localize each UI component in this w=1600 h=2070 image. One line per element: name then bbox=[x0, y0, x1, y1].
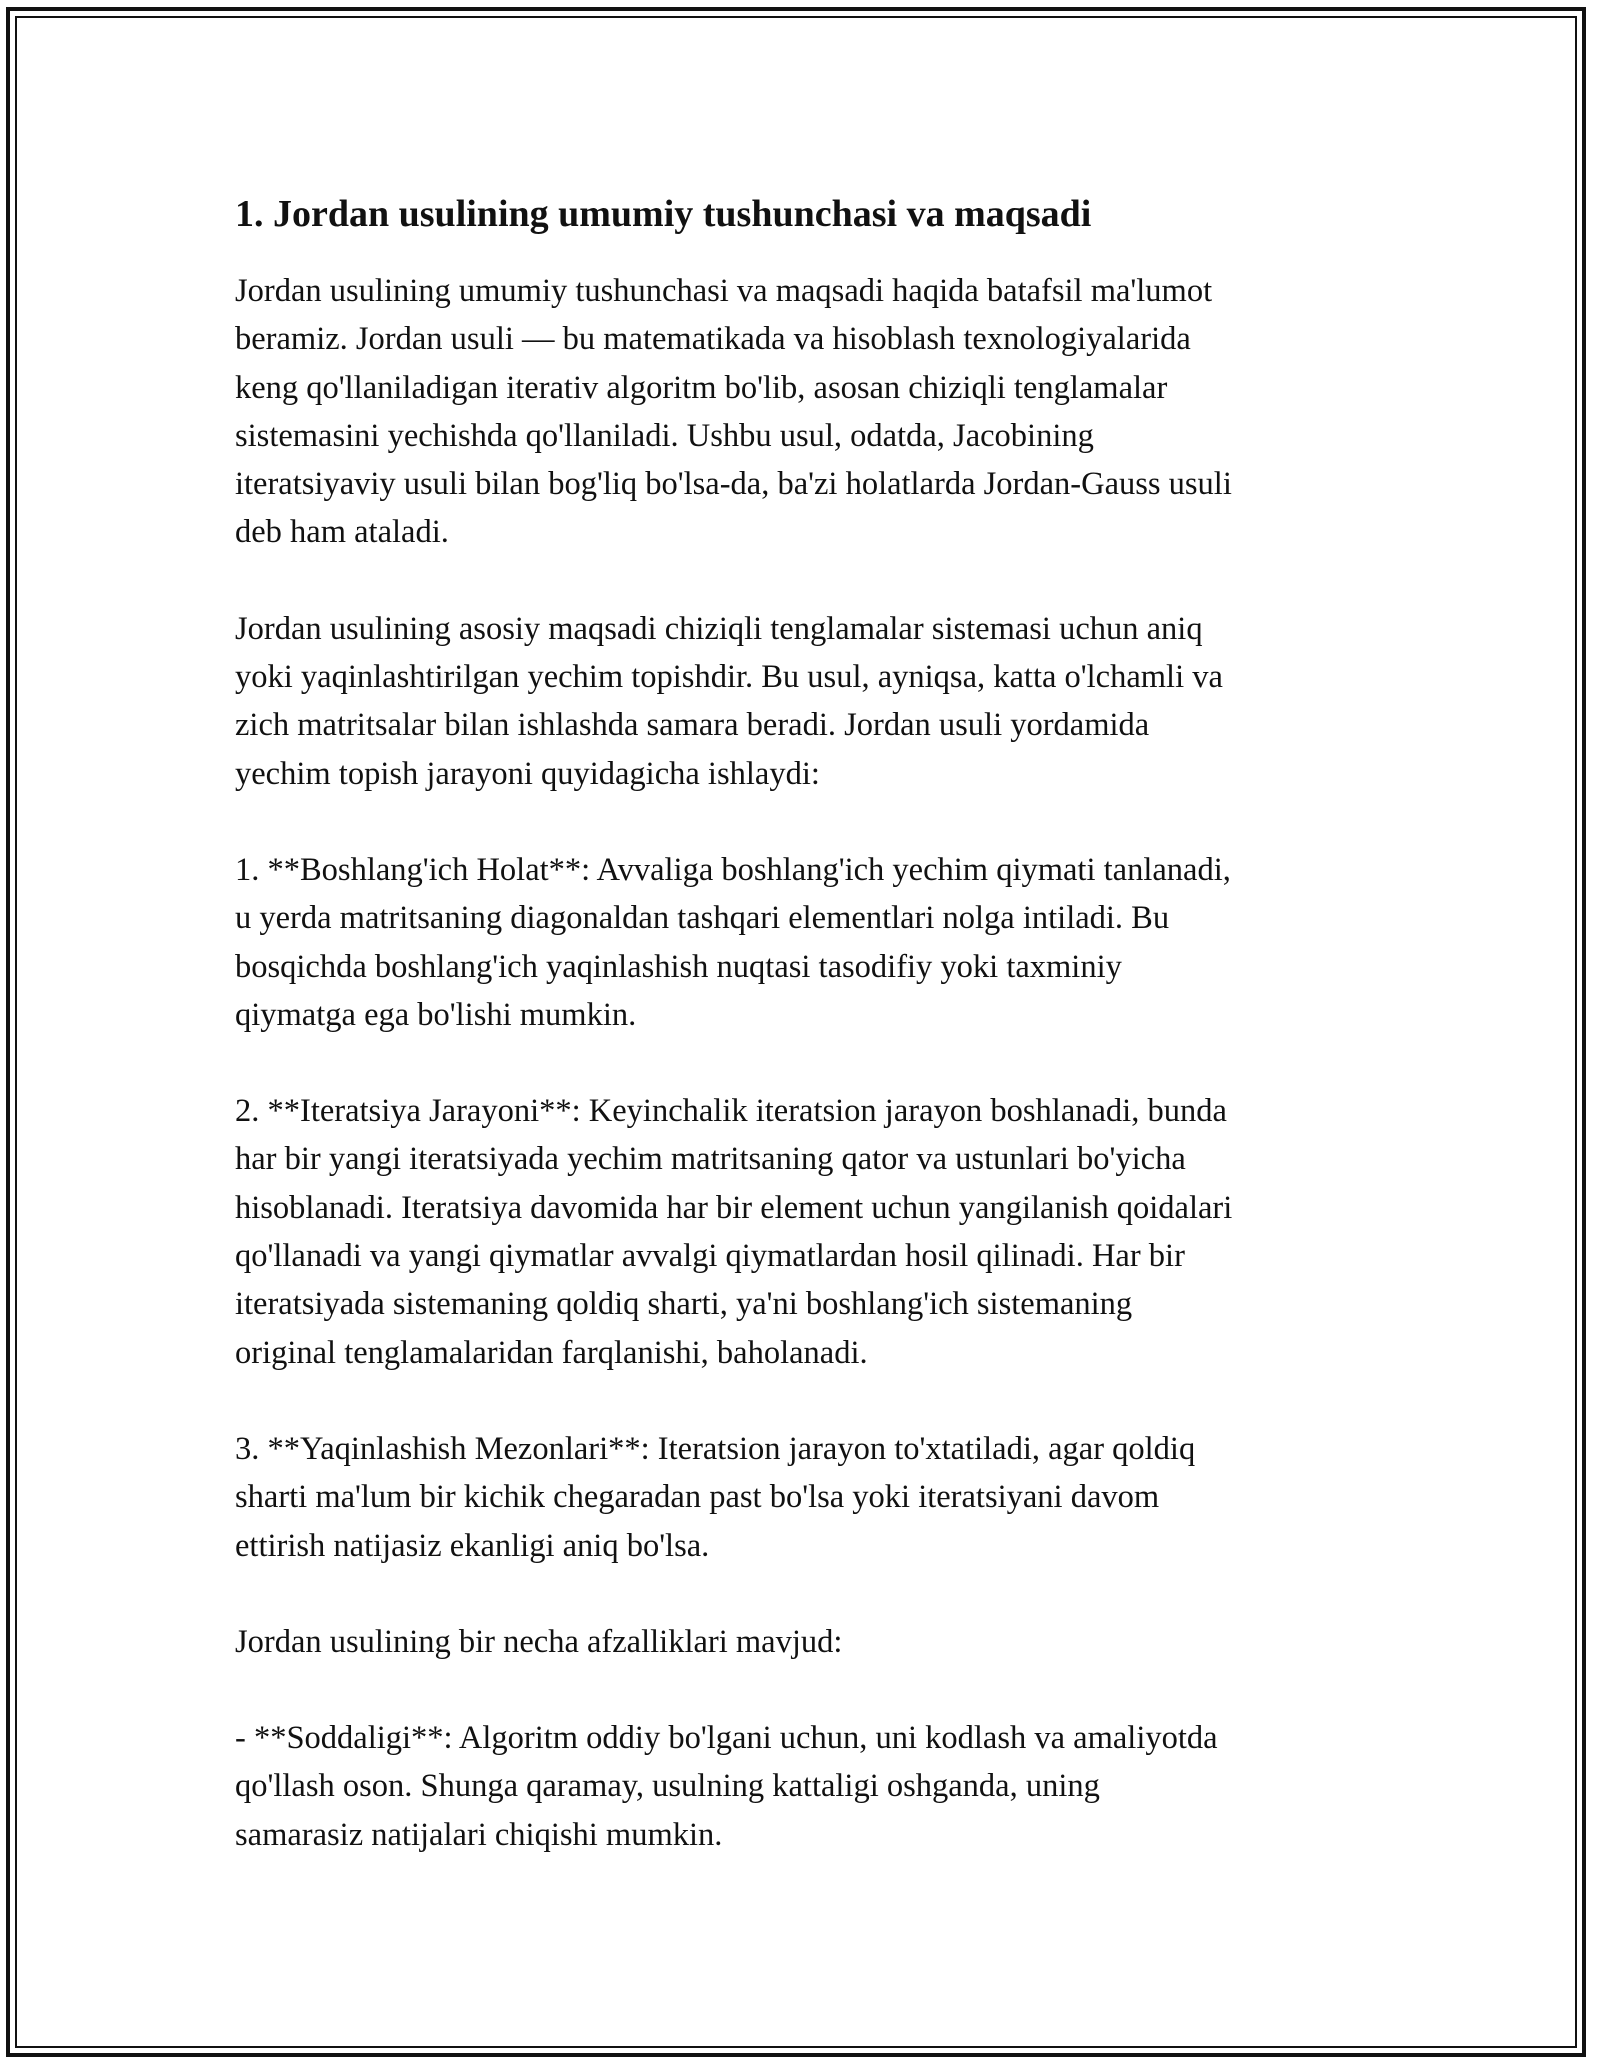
list-item-step-1: 1. **Boshlang'ich Holat**: Avvaliga boshlang'ich yechim qiymati tanlanadi, u yerda matritsaning diagonaldan tashqari elementlari nolga intiladi. Bu bosqichda boshlang'ich yaqinlashish nuqtasi tasodifiy yoki taxminiy qiymatga ega bo'lishi mumkin. bbox=[235, 851, 1231, 1033]
list-item-step-2: 2. **Iteratsiya Jarayoni**: Keyinchalik iteratsion jarayon boshlanadi, bunda har bir yangi iteratsiyada yechim matritsaning qator va ustunlari bo'yicha hisoblanadi. Iteratsiya davomida har bir element uchun yangilanish qoidalari qo'llanadi va yangi qiymatlar avvalgi qiymatlardan hosil qilinadi. Har bir iteratsiyada sistemaning qoldiq sharti, ya'ni boshlang'ich sistemaning original tenglamalaridan farqlanishi, baholanadi. bbox=[235, 1093, 1233, 1371]
document-body bbox=[235, 185, 1375, 1859]
section-heading: 1. Jordan usulining umumiy tushunchasi va maqsadi bbox=[235, 193, 1092, 235]
list-item-advantage: - **Soddaligi**: Algoritm oddiy bo'lgani uchun, uni kodlash va amaliyotda qo'llash oson. Shunga qaramay, usulning kattaligi oshganda, uning samarasiz natijalari chiqishi mumkin. bbox=[235, 1720, 1218, 1853]
paragraph-purpose: Jordan usulining asosiy maqsadi chiziqli tenglamalar sistemasi uchun aniq yoki yaqinlashtirilgan yechim topishdir. Bu usul, ayniqsa, katta o'lchamli va zich matritsalar bilan ishlashda samara beradi. Jordan usuli yordamida yechim topish jarayoni quyidagicha ishlaydi: bbox=[235, 610, 1223, 792]
list-item-step-3: 3. **Yaqinlashish Mezonlari**: Iteratsion jarayon to'xtatiladi, agar qoldiq sharti ma'lum bir kichik chegaradan past bo'lsa yoki iteratsiyani davom ettirish natijasiz ekanligi aniq bo'lsa. bbox=[235, 1430, 1196, 1564]
paragraph-intro: Jordan usulining umumiy tushunchasi va maqsadi haqida batafsil ma'lumot beramiz. Jordan usuli — bu matematikada va hisoblash texnologiyalarida keng qo'llaniladigan iterativ algoritm bo'lib, asosan chiziqli tenglamalar sistemasini yechishda qo'llaniladi. Ushbu usul, odatda, Jacobining iteratsiyaviy usuli bilan bog'liq bo'lsa-da, ba'zi holatlarda Jordan-Gauss usuli deb ham ataladi. bbox=[235, 273, 1232, 551]
paragraph-advantages-intro: Jordan usulining bir necha afzalliklari mavjud: bbox=[235, 1623, 843, 1660]
